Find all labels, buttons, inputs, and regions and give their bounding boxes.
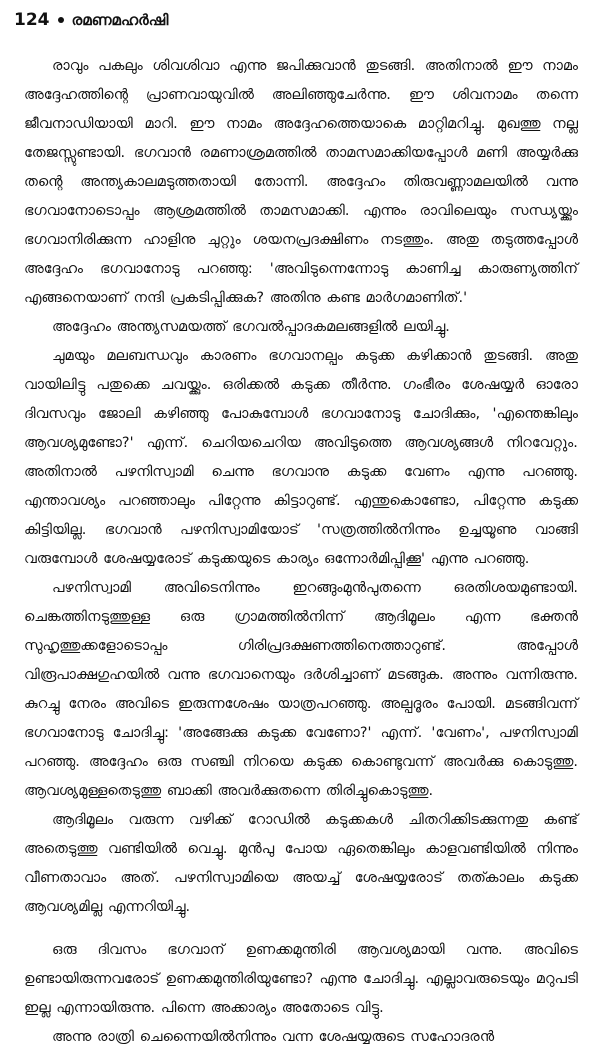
paragraph-6: ഒരു ദിവസം ഭഗവാന് ഉണക്കമുന്തിരി ആവശ്യമായി വന്നു. അവിടെ ഉണ്ടായിരുന്നവരോട് ഉണക്കമുന്തിരിയുണ്ടോ? എന്നു ചോദിച്ചു. എല്ലാവരുടെയും മറുപടി ഇല്ല എന്നായിരുന്നു. പിന്നെ അക്കാര്യം അതോടെ വിട്ടു. [24, 942, 578, 1016]
page-number: 124 [14, 10, 50, 30]
running-title: രമണമഹർഷി [71, 11, 169, 29]
paragraph-2: അദ്ദേഹം അന്ത്യസമയത്ത് ഭഗവൽപ്പാദകമലങ്ങളിൽ ലയിച്ചു. [52, 319, 450, 335]
paragraph-7: അന്നു രാത്രി ചെന്നൈയിൽനിന്നും വന്ന ശേഷയ്യരുടെ സഹോദരൻ [52, 1029, 495, 1045]
page-body [24, 52, 578, 1052]
page-header [14, 6, 168, 34]
paragraph-5: ആദിമൂലം വരുന്ന വഴിക്ക് റോഡിൽ കടുക്കകൾ ചിതറിക്കിടക്കുന്നതു കണ്ട് അതെടുത്തു വണ്ടിയിൽ വെച്ചു. മുൻപു പോയ ഏതെങ്കിലും കാളവണ്ടിയിൽ നിന്നും വീണതാവാം അത്. പഴനിസ്വാമിയെ അയച്ച് ശേഷയ്യരോട് തത്കാലം കടുക്ക ആവശ്യമില്ല എന്നറിയിച്ചു. [24, 812, 578, 915]
bullet-separator-icon [58, 17, 64, 23]
paragraph-1: രാവും പകലും ശിവശിവാ എന്നു ജപിക്കുവാൻ തുടങ്ങി. അതിനാൽ ഈ നാമം അദ്ദേഹത്തിന്റെ പ്രാണവായുവിൽ അലിഞ്ഞുചേർന്നു. ഈ ശിവനാമം തന്നെ ജീവനാഡിയായി മാറി. ഈ നാമം അദ്ദേഹത്തെയാകെ മാറ്റിമറിച്ചു. മുഖത്തു നല്ല തേജസ്സുണ്ടായി. ഭഗവാൻ രമണാശ്രമത്തിൽ താമസമാക്കിയപ്പോൾ മണി അയ്യർക്കു തന്റെ അന്ത്യകാലമടുത്തതായി തോന്നി. അദ്ദേഹം തിരുവണ്ണാമലയിൽ വന്നു ഭഗവാനോടൊപ്പം ആശ്രമത്തിൽ താമസമാക്കി. എന്നും രാവിലെയും സന്ധ്യയ്ക്കും ഭഗവാനിരിക്കുന്ന ഹാളിനു ചുറ്റും ശയനപ്രദക്ഷിണം നടത്തും. അതു തടുത്തപ്പോൾ അദ്ദേഹം ഭഗവാനോടു പറഞ്ഞു: 'അവിടുന്നെന്നോടു കാണിച്ച കാരുണ്യത്തിന് എങ്ങനെയാണ് നന്ദി പ്രകടിപ്പിക്കുക? അതിനു കണ്ട മാർഗമാണിത്.' [24, 58, 578, 306]
paragraph-4: പഴനിസ്വാമി അവിടെനിന്നും ഇറങ്ങുംമുൻപുതന്നെ ഒരതിശയമുണ്ടായി. ചെങ്കത്തിനടുത്തുള്ള ഒരു ഗ്രാമത്തിൽനിന്ന് ആദിമൂലം എന്ന ഭക്തൻ സുഹൃത്തുക്കളോടൊപ്പം ഗിരിപ്രദക്ഷണത്തിനെത്താറുണ്ട്. അപ്പോൾ വിരൂപാക്ഷഗുഹയിൽ വന്നു ഭഗവാനെയും ദർശിച്ചാണ് മടങ്ങുക. അന്നും വന്നിരുന്നു. കുറച്ചു നേരം അവിടെ ഇരുന്നശേഷം യാത്രപറഞ്ഞു. അല്പദൂരം പോയി. മടങ്ങിവന്ന് ഭഗവാനോടു ചോദിച്ചു: 'അങ്ങേക്കു കടുക്ക വേണോ?' എന്ന്. 'വേണം', പഴനിസ്വാമി പറഞ്ഞു. അദ്ദേഹം ഒരു സഞ്ചി നിറയെ കടുക്ക കൊണ്ടുവന്ന് അവർക്കു കൊടുത്തു. ആവശ്യമുള്ളതെടുത്തു ബാക്കി അവർക്കുതന്നെ തിരിച്ചുകൊടുത്തു. [24, 580, 578, 799]
paragraph-3: ചുമയും മലബന്ധവും കാരണം ഭഗവാനല്പം കടുക്ക കഴിക്കാൻ തുടങ്ങി. അതു വായിലിട്ടു പതുക്കെ ചവയ്ക്കും. ഒരിക്കൽ കടുക്ക തീർന്നു. ഗംഭീരം ശേഷയ്യർ ഓരോ ദിവസവും ജോലി കഴിഞ്ഞു പോകുമ്പോൾ ഭഗവാനോടു ചോദിക്കും, 'എന്തെങ്കിലും ആവശ്യമുണ്ടോ?' എന്ന്. ചെറിയചെറിയ അവിടുത്തെ ആവശ്യങ്ങൾ നിറവേറ്റും. അതിനാൽ പഴനിസ്വാമി ചെന്നു ഭഗവാനു കടുക്ക വേണം എന്നു പറഞ്ഞു. എന്താവശ്യം പറഞ്ഞാലും പിറ്റേന്നു കിട്ടാറുണ്ട്. എന്തുകൊണ്ടോ, പിറ്റേന്നു കടുക്ക കിട്ടിയില്ല. ഭഗവാൻ പഴനിസ്വാമിയോട് 'സത്രത്തിൽനിന്നും ഉച്ചയൂണു വാങ്ങി വരുമ്പോൾ ശേഷയ്യരോട് കടുക്കയുടെ കാര്യം ഒന്നോർമിപ്പിക്കൂ' എന്നു പറഞ്ഞു. [24, 348, 578, 567]
